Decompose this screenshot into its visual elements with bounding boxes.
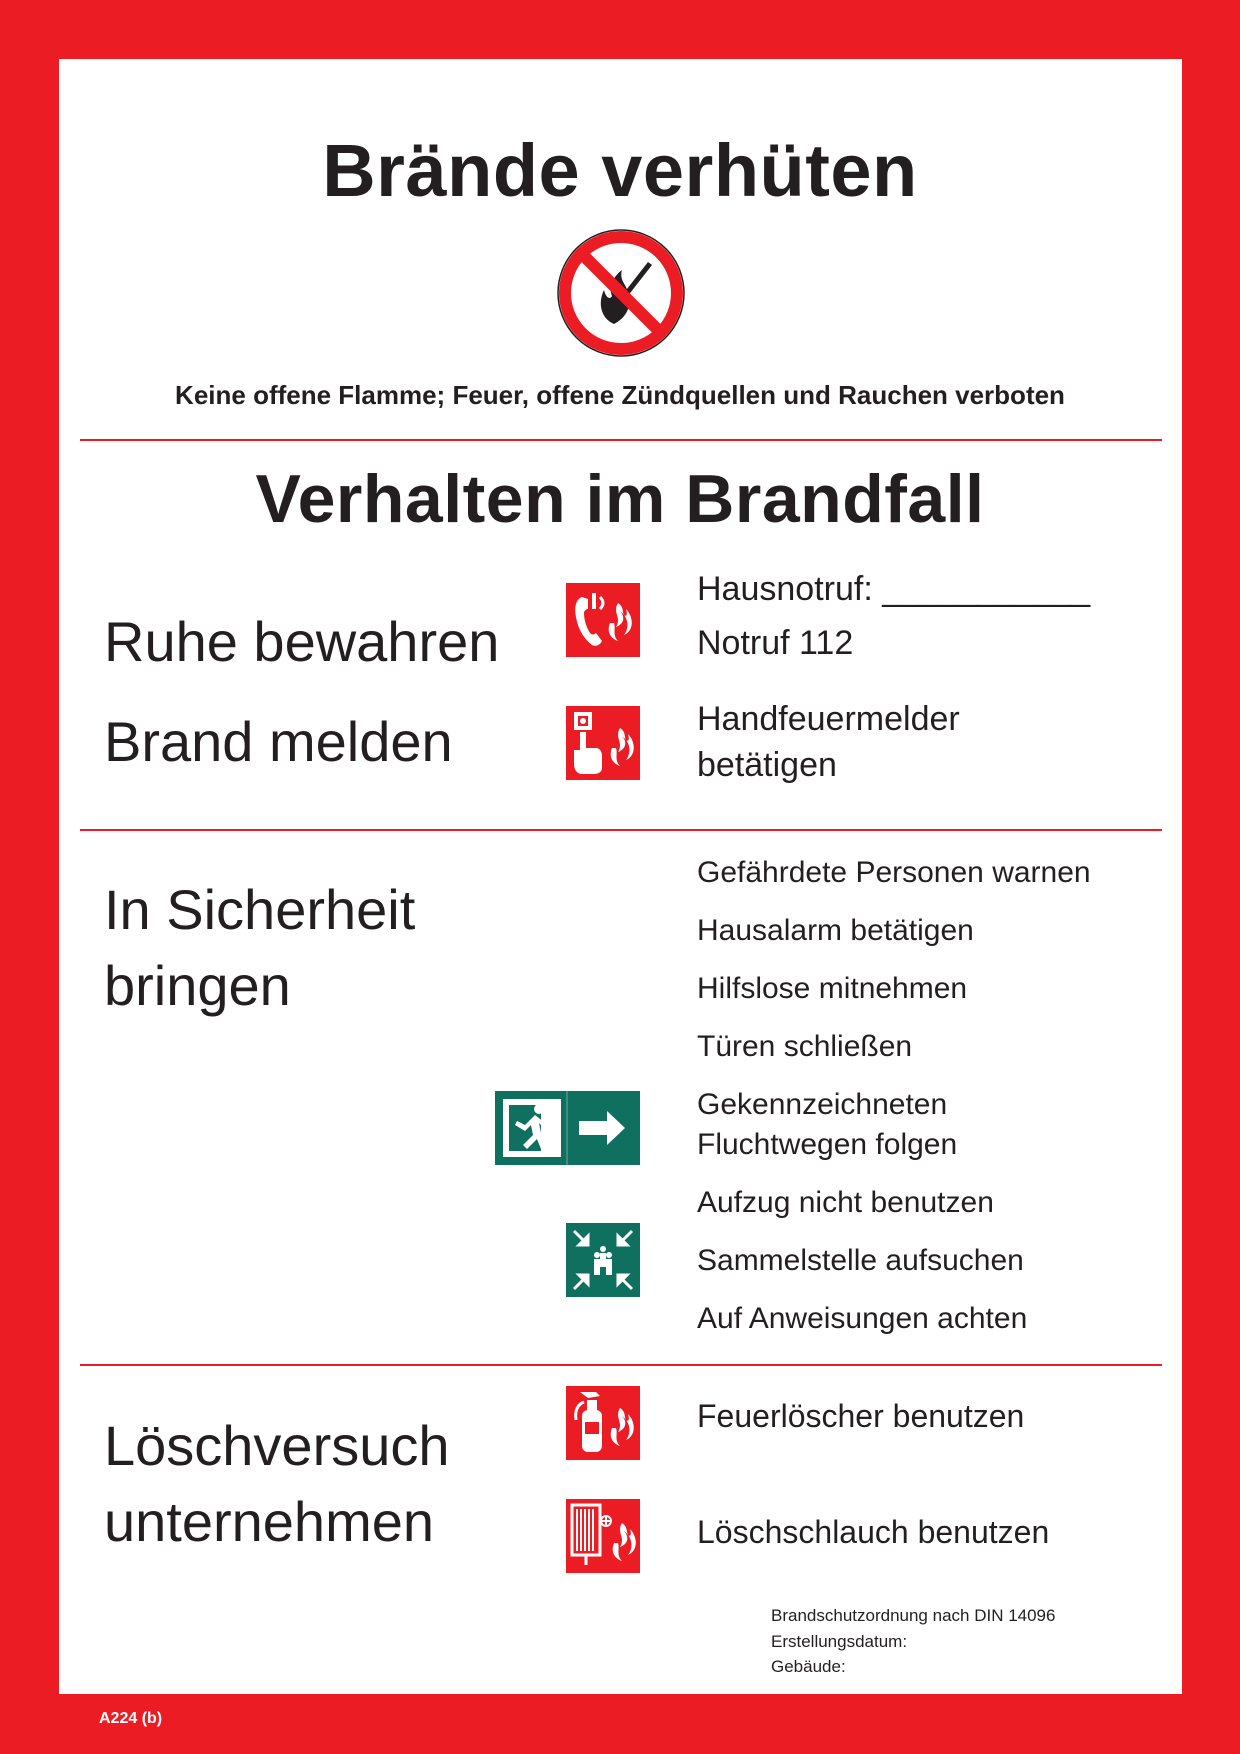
fire-hose-icon (566, 1499, 640, 1573)
assembly-point-icon (566, 1223, 640, 1297)
report-action-line1: Handfeuermelder (697, 700, 960, 738)
list-item: Auf Anweisungen achten (697, 1302, 1028, 1335)
list-item: Fluchtwegen folgen (697, 1128, 958, 1161)
list-item: Gekennzeichneten (697, 1088, 948, 1121)
list-item: Sammelstelle aufsuchen (697, 1244, 1024, 1277)
house-call-text: Hausnotruf: ___________ (697, 570, 1091, 608)
norm-text: Brandschutzordnung nach DIN 14096 (771, 1606, 1056, 1625)
fire-extinguisher-icon (566, 1386, 640, 1460)
divider (80, 439, 1162, 441)
extinguish-label-line1: Löschversuch (104, 1414, 450, 1477)
hose-text: Löschschlauch benutzen (697, 1514, 1050, 1550)
emergency-number-text: Notruf 112 (697, 624, 854, 662)
main-title: Brände verhüten (322, 129, 918, 212)
manual-call-point-icon (566, 706, 640, 780)
extinguisher-text: Feuerlöscher benutzen (697, 1398, 1025, 1434)
list-item: Aufzug nicht benutzen (697, 1186, 994, 1219)
divider (80, 1364, 1162, 1366)
safety-label-line1: In Sicherheit (104, 878, 416, 941)
list-item: Gefährdete Personen warnen (697, 856, 1091, 889)
list-item: Hilfslose mitnehmen (697, 972, 968, 1005)
emergency-exit-right-icon (495, 1091, 640, 1165)
extinguish-label-line2: unternehmen (104, 1490, 435, 1553)
report-action-line2: betätigen (697, 746, 837, 784)
safety-label-line2: bringen (104, 954, 291, 1017)
prohibition-text: Keine offene Flamme; Feuer, offene Zündquellen und Rauchen verboten (175, 380, 1065, 410)
fire-alarm-telephone-icon (566, 583, 640, 657)
building-label: Gebäude: (771, 1657, 846, 1676)
date-label: Erstellungsdatum: (771, 1632, 908, 1651)
report-label: Brand melden (104, 710, 453, 773)
calm-label: Ruhe bewahren (104, 610, 500, 673)
list-item: Türen schließen (697, 1030, 913, 1063)
product-code: A224 (b) (99, 1710, 163, 1727)
no-open-flame-icon (556, 228, 686, 358)
section-title: Verhalten im Brandfall (255, 461, 985, 537)
list-item: Hausalarm betätigen (697, 914, 974, 947)
divider (80, 829, 1162, 831)
